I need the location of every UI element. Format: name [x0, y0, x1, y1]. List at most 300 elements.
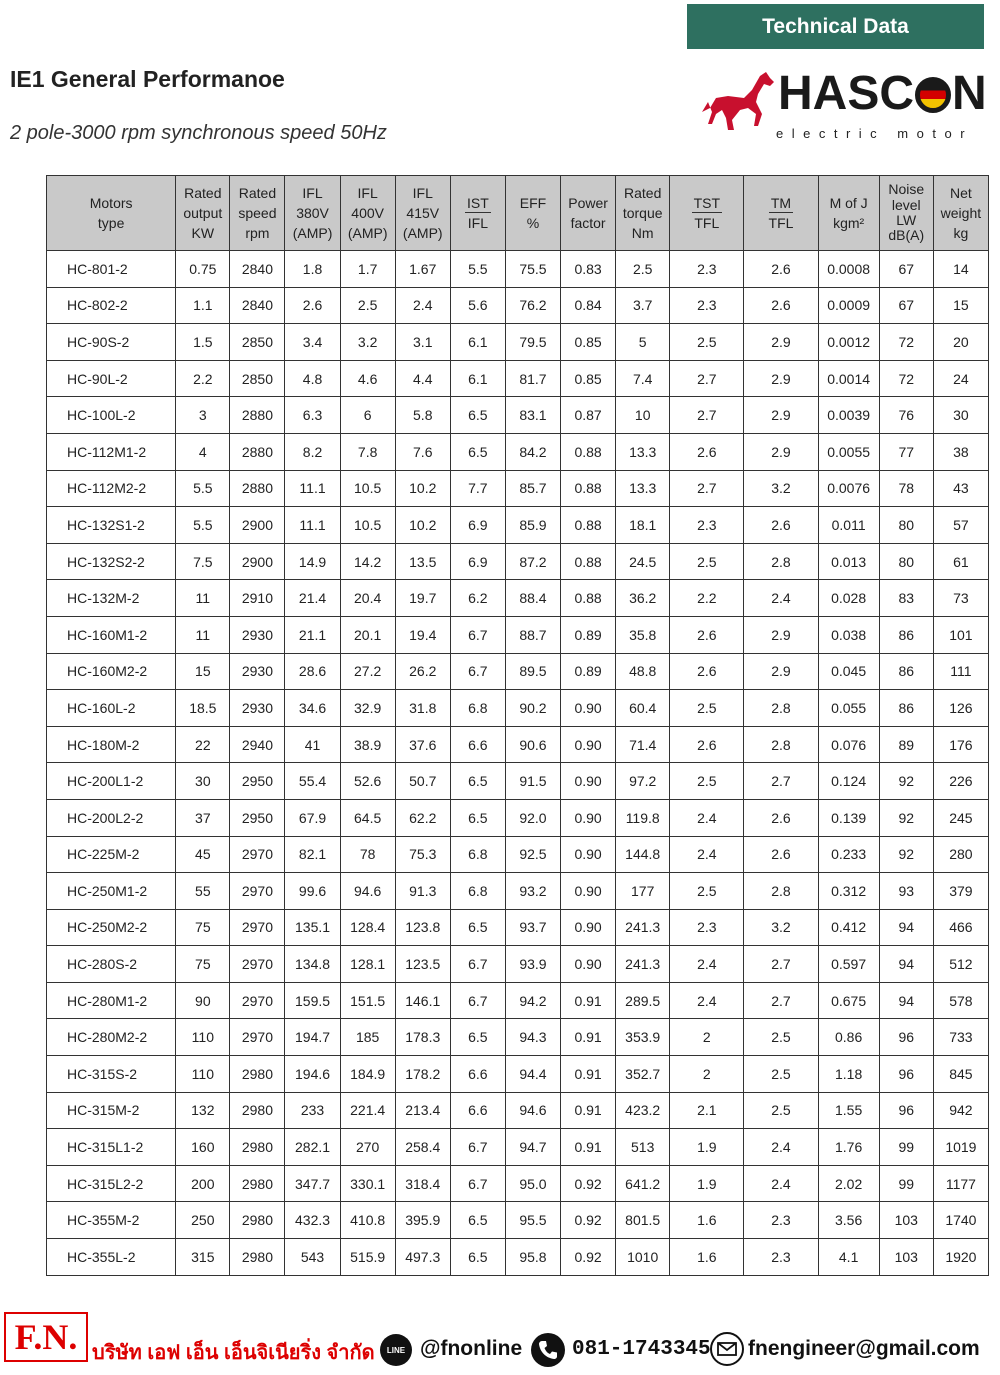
table-cell: 132: [176, 1092, 230, 1129]
table-cell: 6.1: [450, 360, 505, 397]
table-cell: 2.3: [744, 1239, 818, 1276]
table-cell: 2950: [230, 763, 285, 800]
table-cell: 6.5: [450, 1202, 505, 1239]
table-cell: 0.0008: [818, 251, 879, 288]
table-cell: 6.8: [450, 690, 505, 727]
table-cell: 0.88: [561, 543, 616, 580]
table-cell: 2.3: [670, 287, 744, 324]
table-cell: 2.8: [744, 690, 818, 727]
table-cell: 3: [176, 397, 230, 434]
line-id[interactable]: @fnonline: [420, 1337, 523, 1360]
motor-type-cell: HC-355L-2: [47, 1239, 176, 1276]
table-cell: 5.5: [176, 470, 230, 507]
table-cell: 1740: [933, 1202, 988, 1239]
table-cell: 0.85: [561, 324, 616, 361]
motor-type-cell: HC-132S2-2: [47, 543, 176, 580]
table-cell: 18.1: [616, 507, 670, 544]
table-cell: 81.7: [505, 360, 560, 397]
mail-icon: [710, 1332, 744, 1366]
table-cell: 2970: [230, 836, 285, 873]
table-cell: 32.9: [340, 690, 395, 727]
motor-type-cell: HC-250M1-2: [47, 873, 176, 910]
table-cell: 2900: [230, 543, 285, 580]
table-cell: 2.9: [744, 360, 818, 397]
table-cell: 245: [933, 799, 988, 836]
table-cell: 2.5: [670, 690, 744, 727]
footer: [0, 1310, 1000, 1370]
table-cell: 20.4: [340, 580, 395, 617]
table-cell: 7.4: [616, 360, 670, 397]
table-cell: 88.4: [505, 580, 560, 617]
table-cell: 1.5: [176, 324, 230, 361]
table-cell: 119.8: [616, 799, 670, 836]
table-cell: 76: [879, 397, 933, 434]
table-cell: 241.3: [616, 909, 670, 946]
motor-type-cell: HC-132S1-2: [47, 507, 176, 544]
table-cell: 0.90: [561, 873, 616, 910]
motor-type-cell: HC-180M-2: [47, 726, 176, 763]
motor-type-cell: HC-90L-2: [47, 360, 176, 397]
table-cell: 11: [176, 616, 230, 653]
table-cell: 36.2: [616, 580, 670, 617]
col-ifl-415v: IFL 415V (AMP): [395, 176, 450, 251]
table-cell: 0.312: [818, 873, 879, 910]
table-cell: 0.88: [561, 580, 616, 617]
table-cell: 87.2: [505, 543, 560, 580]
table-cell: 2.3: [670, 251, 744, 288]
motor-type-cell: HC-801-2: [47, 251, 176, 288]
motor-type-cell: HC-315S-2: [47, 1056, 176, 1093]
motor-type-cell: HC-160M2-2: [47, 653, 176, 690]
table-cell: 135.1: [285, 909, 340, 946]
table-cell: 103: [879, 1239, 933, 1276]
table-cell: 62.2: [395, 799, 450, 836]
motor-type-cell: HC-160M1-2: [47, 616, 176, 653]
table-cell: 4.4: [395, 360, 450, 397]
table-cell: 2.9: [744, 397, 818, 434]
table-cell: 34.6: [285, 690, 340, 727]
motor-type-cell: HC-280S-2: [47, 946, 176, 983]
table-cell: 48.8: [616, 653, 670, 690]
table-cell: 0.88: [561, 433, 616, 470]
col-tm-tfl: TM TFL: [744, 176, 818, 251]
table-cell: 6.8: [450, 873, 505, 910]
col-eff: EFF %: [505, 176, 560, 251]
table-cell: 2980: [230, 1239, 285, 1276]
table-cell: 92: [879, 763, 933, 800]
table-cell: 94.2: [505, 982, 560, 1019]
table-cell: 5.5: [450, 251, 505, 288]
table-cell: 11.1: [285, 507, 340, 544]
table-cell: 6.7: [450, 653, 505, 690]
table-cell: 21.1: [285, 616, 340, 653]
table-cell: 0.013: [818, 543, 879, 580]
table-cell: 10: [616, 397, 670, 434]
table-cell: 6.9: [450, 543, 505, 580]
table-cell: 1.55: [818, 1092, 879, 1129]
table-cell: 96: [879, 1056, 933, 1093]
horse-icon: [700, 68, 776, 134]
table-cell: 26.2: [395, 653, 450, 690]
logo-subtitle: electric motor: [776, 126, 974, 141]
motor-type-cell: HC-315L1-2: [47, 1129, 176, 1166]
phone-number[interactable]: 081-1743345: [572, 1338, 711, 1361]
table-cell: 177: [616, 873, 670, 910]
table-cell: 94.6: [505, 1092, 560, 1129]
table-cell: 2.5: [670, 324, 744, 361]
table-cell: 3.2: [340, 324, 395, 361]
table-cell: 0.90: [561, 799, 616, 836]
table-cell: 423.2: [616, 1092, 670, 1129]
table-cell: 88.7: [505, 616, 560, 653]
table-cell: 2.7: [744, 763, 818, 800]
table-cell: 4: [176, 433, 230, 470]
table-cell: 0.92: [561, 1239, 616, 1276]
table-cell: 99.6: [285, 873, 340, 910]
table-cell: 0.91: [561, 1056, 616, 1093]
table-cell: 2.7: [744, 982, 818, 1019]
table-cell: 10.2: [395, 507, 450, 544]
col-tst-tfl: TST TFL: [670, 176, 744, 251]
table-cell: 146.1: [395, 982, 450, 1019]
table-cell: 515.9: [340, 1239, 395, 1276]
table-row: [47, 543, 989, 580]
table-cell: 0.124: [818, 763, 879, 800]
table-cell: 151.5: [340, 982, 395, 1019]
table-cell: 80: [879, 543, 933, 580]
table-cell: 0.90: [561, 690, 616, 727]
table-cell: 2.7: [670, 470, 744, 507]
table-cell: 0.86: [818, 1019, 879, 1056]
table-cell: 2.6: [670, 653, 744, 690]
table-cell: 330.1: [340, 1165, 395, 1202]
table-cell: 2.3: [744, 1202, 818, 1239]
table-cell: 78: [879, 470, 933, 507]
col-m-of-j: M of J kgm²: [818, 176, 879, 251]
table-cell: 0.90: [561, 726, 616, 763]
table-cell: 37: [176, 799, 230, 836]
table-cell: 578: [933, 982, 988, 1019]
table-cell: 3.56: [818, 1202, 879, 1239]
table-row: [47, 287, 989, 324]
table-cell: 2.3: [670, 909, 744, 946]
table-cell: 280: [933, 836, 988, 873]
table-cell: 93.7: [505, 909, 560, 946]
header-row: [47, 176, 989, 251]
table-cell: 85.9: [505, 507, 560, 544]
table-cell: 0.011: [818, 507, 879, 544]
table-cell: 8.2: [285, 433, 340, 470]
table-cell: 19.7: [395, 580, 450, 617]
table-row: [47, 1165, 989, 1202]
table-cell: 2.5: [744, 1092, 818, 1129]
table-cell: 6.5: [450, 433, 505, 470]
motor-type-cell: HC-315M-2: [47, 1092, 176, 1129]
table-cell: 178.2: [395, 1056, 450, 1093]
table-cell: 2.6: [744, 251, 818, 288]
performance-table: [46, 175, 989, 1276]
table-cell: 94.3: [505, 1019, 560, 1056]
table-cell: 2.1: [670, 1092, 744, 1129]
table-cell: 0.88: [561, 507, 616, 544]
table-cell: 92.5: [505, 836, 560, 873]
page-title: IE1 General Performanoe: [10, 66, 285, 92]
table-cell: 82.1: [285, 836, 340, 873]
table-cell: 92: [879, 836, 933, 873]
table-row: [47, 251, 989, 288]
table-cell: 0.91: [561, 1129, 616, 1166]
col-rated-output: Rated output KW: [176, 176, 230, 251]
table-cell: 99: [879, 1129, 933, 1166]
table-cell: 213.4: [395, 1092, 450, 1129]
table-cell: 0.91: [561, 982, 616, 1019]
table-cell: 2980: [230, 1165, 285, 1202]
table-row: [47, 763, 989, 800]
table-cell: 2.9: [744, 616, 818, 653]
table-cell: 2.4: [395, 287, 450, 324]
table-cell: 21.4: [285, 580, 340, 617]
table-cell: 2.6: [670, 433, 744, 470]
motor-type-cell: HC-112M2-2: [47, 470, 176, 507]
table-cell: 241.3: [616, 946, 670, 983]
motor-type-cell: HC-132M-2: [47, 580, 176, 617]
table-cell: 2.5: [744, 1056, 818, 1093]
table-cell: 77: [879, 433, 933, 470]
table-row: [47, 946, 989, 983]
col-ifl-380v: IFL 380V (AMP): [285, 176, 340, 251]
phone-icon: [531, 1333, 565, 1367]
table-cell: 942: [933, 1092, 988, 1129]
table-cell: 2.9: [744, 324, 818, 361]
table-cell: 1.9: [670, 1129, 744, 1166]
table-cell: 123.5: [395, 946, 450, 983]
table-cell: 6.6: [450, 726, 505, 763]
table-cell: 184.9: [340, 1056, 395, 1093]
motor-type-cell: HC-112M1-2: [47, 433, 176, 470]
table-cell: 513: [616, 1129, 670, 1166]
table-row: [47, 982, 989, 1019]
motor-type-cell: HC-90S-2: [47, 324, 176, 361]
table-cell: 97.2: [616, 763, 670, 800]
table-row: [47, 909, 989, 946]
table-cell: 24: [933, 360, 988, 397]
table-cell: 72: [879, 324, 933, 361]
table-row: [47, 799, 989, 836]
table-cell: 10.2: [395, 470, 450, 507]
table-cell: 1.9: [670, 1165, 744, 1202]
table-cell: 30: [933, 397, 988, 434]
table-cell: 123.8: [395, 909, 450, 946]
table-cell: 75.3: [395, 836, 450, 873]
table-cell: 2.6: [744, 287, 818, 324]
table-cell: 2.6: [670, 616, 744, 653]
table-cell: 95.0: [505, 1165, 560, 1202]
table-cell: 111: [933, 653, 988, 690]
table-cell: 2980: [230, 1056, 285, 1093]
table-cell: 2.5: [670, 873, 744, 910]
table-cell: 75.5: [505, 251, 560, 288]
table-cell: 221.4: [340, 1092, 395, 1129]
table-cell: 5.6: [450, 287, 505, 324]
table-cell: 24.5: [616, 543, 670, 580]
table-cell: 30: [176, 763, 230, 800]
table-cell: 1177: [933, 1165, 988, 1202]
table-cell: 801.5: [616, 1202, 670, 1239]
table-cell: 2.9: [744, 433, 818, 470]
table-cell: 2.6: [285, 287, 340, 324]
table-row: [47, 1129, 989, 1166]
table-cell: 55: [176, 873, 230, 910]
col-ist-ifl: IST IFL: [450, 176, 505, 251]
table-cell: 3.4: [285, 324, 340, 361]
table-cell: 2970: [230, 873, 285, 910]
table-cell: 85.7: [505, 470, 560, 507]
table-cell: 94: [879, 982, 933, 1019]
hascon-logo: [700, 68, 990, 148]
table-cell: 2.6: [670, 726, 744, 763]
table-cell: 353.9: [616, 1019, 670, 1056]
table-row: [47, 470, 989, 507]
table-cell: 6.7: [450, 946, 505, 983]
table-cell: 7.7: [450, 470, 505, 507]
table-cell: 226: [933, 763, 988, 800]
table-cell: 6.5: [450, 763, 505, 800]
table-cell: 543: [285, 1239, 340, 1276]
table-cell: 67: [879, 251, 933, 288]
table-cell: 57: [933, 507, 988, 544]
table-cell: 43: [933, 470, 988, 507]
line-icon: LINE: [380, 1334, 412, 1366]
table-cell: 2850: [230, 360, 285, 397]
table-cell: 1920: [933, 1239, 988, 1276]
table-cell: 91.3: [395, 873, 450, 910]
table-cell: 6.3: [285, 397, 340, 434]
table-cell: 11: [176, 580, 230, 617]
table-cell: 0.412: [818, 909, 879, 946]
technical-data-banner: Technical Data: [687, 4, 984, 49]
table-cell: 0.139: [818, 799, 879, 836]
table-cell: 73: [933, 580, 988, 617]
table-cell: 2.8: [744, 726, 818, 763]
table-cell: 83.1: [505, 397, 560, 434]
table-cell: 110: [176, 1019, 230, 1056]
table-cell: 90: [176, 982, 230, 1019]
table-cell: 14.2: [340, 543, 395, 580]
table-row: [47, 836, 989, 873]
table-cell: 0.028: [818, 580, 879, 617]
table-cell: 7.8: [340, 433, 395, 470]
table-cell: 379: [933, 873, 988, 910]
table-cell: 347.7: [285, 1165, 340, 1202]
table-cell: 0.045: [818, 653, 879, 690]
table-cell: 2.8: [744, 543, 818, 580]
table-cell: 6.2: [450, 580, 505, 617]
table-cell: 19.4: [395, 616, 450, 653]
table-cell: 2.5: [670, 543, 744, 580]
page-subtitle: 2 pole-3000 rpm synchronous speed 50Hz: [10, 122, 387, 144]
motor-type-cell: HC-250M2-2: [47, 909, 176, 946]
table-cell: 2980: [230, 1202, 285, 1239]
table-cell: 0.0055: [818, 433, 879, 470]
table-cell: 7.6: [395, 433, 450, 470]
table-cell: 11.1: [285, 470, 340, 507]
table-cell: 94: [879, 946, 933, 983]
table-row: [47, 360, 989, 397]
table-cell: 14: [933, 251, 988, 288]
table-cell: 176: [933, 726, 988, 763]
table-cell: 6.5: [450, 799, 505, 836]
table-row: [47, 1056, 989, 1093]
table-cell: 2970: [230, 909, 285, 946]
table-cell: 64.5: [340, 799, 395, 836]
table-cell: 194.6: [285, 1056, 340, 1093]
motor-type-cell: HC-355M-2: [47, 1202, 176, 1239]
email-address[interactable]: fnengineer@gmail.com: [748, 1337, 980, 1360]
table-cell: 6.9: [450, 507, 505, 544]
motor-type-cell: HC-160L-2: [47, 690, 176, 727]
table-cell: 13.5: [395, 543, 450, 580]
table-cell: 6.6: [450, 1056, 505, 1093]
table-cell: 2.4: [670, 982, 744, 1019]
table-cell: 134.8: [285, 946, 340, 983]
motor-type-cell: HC-280M1-2: [47, 982, 176, 1019]
table-cell: 2.4: [744, 580, 818, 617]
table-cell: 733: [933, 1019, 988, 1056]
table-cell: 352.7: [616, 1056, 670, 1093]
table-cell: 2880: [230, 397, 285, 434]
table-cell: 27.2: [340, 653, 395, 690]
table-row: [47, 616, 989, 653]
table-cell: 50.7: [395, 763, 450, 800]
table-cell: 92.0: [505, 799, 560, 836]
table-cell: 76.2: [505, 287, 560, 324]
motor-type-cell: HC-200L1-2: [47, 763, 176, 800]
table-cell: 90.6: [505, 726, 560, 763]
table-cell: 110: [176, 1056, 230, 1093]
table-cell: 28.6: [285, 653, 340, 690]
motor-type-cell: HC-225M-2: [47, 836, 176, 873]
table-cell: 2840: [230, 251, 285, 288]
table-cell: 95.8: [505, 1239, 560, 1276]
table-cell: 270: [340, 1129, 395, 1166]
table-cell: 92: [879, 799, 933, 836]
table-cell: 2.2: [670, 580, 744, 617]
table-cell: 1019: [933, 1129, 988, 1166]
table-cell: 178.3: [395, 1019, 450, 1056]
table-cell: 15: [176, 653, 230, 690]
table-cell: 0.75: [176, 251, 230, 288]
table-cell: 93.9: [505, 946, 560, 983]
table-cell: 37.6: [395, 726, 450, 763]
table-cell: 67.9: [285, 799, 340, 836]
table-cell: 512: [933, 946, 988, 983]
motor-type-cell: HC-200L2-2: [47, 799, 176, 836]
table-cell: 6.7: [450, 1129, 505, 1166]
table-cell: 14.9: [285, 543, 340, 580]
table-cell: 94: [879, 909, 933, 946]
table-cell: 2.3: [670, 507, 744, 544]
col-rated-torque: Rated torque Nm: [616, 176, 670, 251]
table-row: [47, 1092, 989, 1129]
table-cell: 89: [879, 726, 933, 763]
table-cell: 7.5: [176, 543, 230, 580]
table-cell: 5: [616, 324, 670, 361]
table-cell: 1.67: [395, 251, 450, 288]
table-cell: 78: [340, 836, 395, 873]
table-cell: 38.9: [340, 726, 395, 763]
table-cell: 0.076: [818, 726, 879, 763]
table-cell: 101: [933, 616, 988, 653]
